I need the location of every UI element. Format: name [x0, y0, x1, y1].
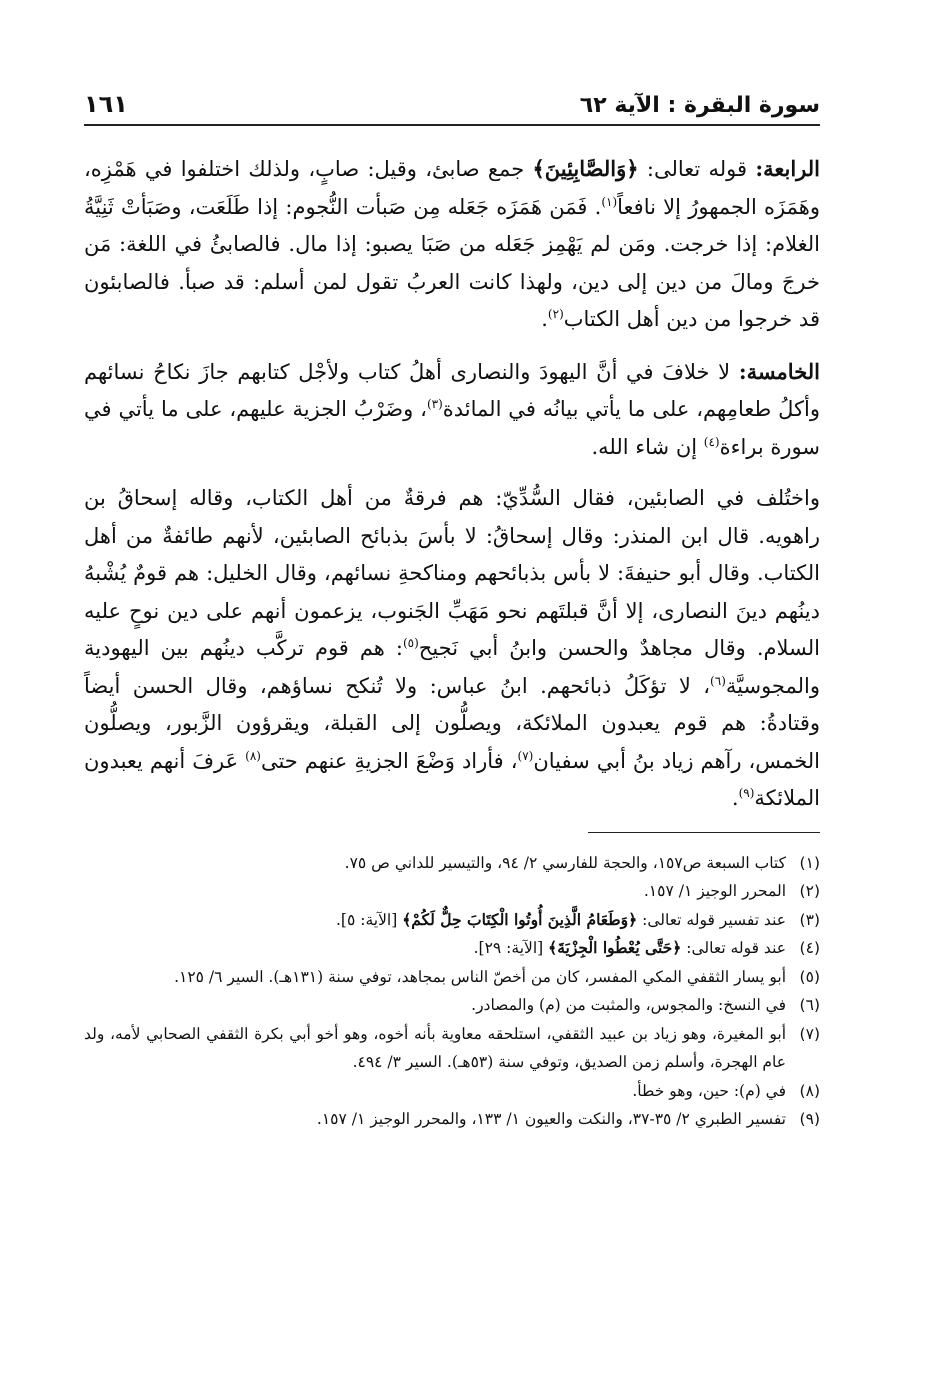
- footnote: [84, 963, 820, 992]
- footnote-text: [84, 934, 786, 963]
- quran-quote: ﴿حَتَّى يُعْطُوا الْجِزْيَةَ﴾: [548, 938, 682, 957]
- text-run: واختُلف في الصابئين، فقال السُّدِّيّ: هم فرقةٌ من أهل الكتاب، وقاله إسحاقُ بن راهويه. قال ابن المنذر: وقال إسحاقُ: لا بأسَ بذبائح الصابئين، لأنهم طائفةٌ من أهل الكتاب. وقال أبو حنيفةَ: لا بأس بذبائحهم ومناكحةِ نسائهم، وقال الخليل: هم قومٌ يُشْبهُ دينُهم دينَ النصارى، إلا أنَّ قبلتَهم نحو مَهَبِّ الجَنوب، يزعمون أنهم على دين نوحٍ عليه السلام. وقال مجاهدٌ والحسن وابنُ أبي نَجيح: [84, 486, 820, 660]
- footnote-ref: (٤): [703, 434, 720, 449]
- text-run: .: [731, 786, 739, 810]
- text-run: .: [541, 307, 548, 331]
- text-run: عَرفَ أنهم يعبدون الملائكة: [84, 748, 820, 810]
- footnote-text: [84, 906, 786, 935]
- book-page: [84, 88, 820, 1134]
- text-run: . فَمَن هَمَزَه جَعَله مِن صَبأت النُّجوم: إذا طَلَعَت، وصَبَأتْ ثَنِيَّةُ الغلام: إذا خرجت. ومَن لم يَهْمِز جَعَله من صَبَا يصبو: إذا مال. فالصابئُ في اللغة: مَن خرجَ ومالَ من دين إلى دين، ولهذا كانت العربُ تقول لمن أسلم: قد صبأ. فالصابئون قد خرجوا من دين أهل الكتاب: [84, 194, 820, 331]
- footnote-number: (٦): [799, 996, 820, 1014]
- footnote: [84, 1077, 820, 1106]
- footnote: [84, 849, 820, 878]
- footnote-number: (٨): [799, 1081, 820, 1100]
- text-run: إن شاء الله.: [591, 434, 704, 459]
- page-number: ١٦١: [84, 90, 128, 118]
- footnote-number: (٩): [799, 1110, 820, 1128]
- footnote-text: في النسخ: والمجوس، والمثبت من (م) والمصادر.: [471, 996, 786, 1014]
- footnote-ref: (٨): [245, 748, 261, 763]
- running-header: [84, 88, 820, 126]
- section-heading-fourth: الرابعة:: [755, 156, 820, 181]
- footnote-number: (٥): [799, 967, 820, 986]
- footnote-text: كتاب السبعة ص١٥٧، والحجة للفارسي ٢/ ٩٤، والتيسير للداني ص ٧٥.: [344, 853, 786, 872]
- footnote: [84, 906, 820, 935]
- footnote: [84, 1105, 820, 1134]
- paragraph-fourth: [84, 150, 820, 339]
- footnote-ref: (٣): [426, 397, 443, 411]
- header-title: سورة البقرة : الآية ٦٢: [579, 93, 820, 118]
- paragraph-sabians: [84, 480, 820, 818]
- footnote-ref: (٧): [517, 748, 534, 763]
- footnote-ref: (٦): [710, 673, 726, 688]
- footnote: [84, 1020, 820, 1077]
- text-run: ، لا تؤكَلُ ذبائحهم. ابنُ عباس: ولا تُنكح نساؤهم، وقال الحسن أيضاً وقتادةُ: هم قوم يعبدون الملائكة، ويصلُّون إلى القبلة، ويقرؤون الزَّبور، ويصلُّون الخمس، رآهم زياد بنُ أبي سفيان: [84, 673, 820, 773]
- text-run: ، وضَرْبُ الجزية عليهم، على ما يأتي في سورة براءة: [84, 397, 820, 459]
- footnote-ref: (٩): [738, 786, 755, 800]
- text-run: لا خلافَ في أنَّ اليهودَ والنصارى أهلُ كتاب ولأجْل كتابهم جازَ نكاحُ نسائهم وأكلُ طعامِهم، على ما يأتي بيانُه في المائدة: [84, 359, 820, 421]
- section-heading-fifth: الخامسة:: [738, 358, 820, 384]
- quran-quote: ﴿وَطَعَامُ الَّذِينَ أُوتُوا الْكِتَابَ حِلٌّ لَكُمْ﴾: [402, 909, 638, 929]
- footnotes: [84, 849, 820, 1134]
- footnote-number: (٧): [799, 1024, 820, 1043]
- footnote: [84, 877, 820, 906]
- footnote-number: (٤): [799, 939, 820, 957]
- footnote-text: في (م): حين، وهو خطأ.: [632, 1081, 786, 1100]
- footnote-text: أبو المغيرة، وهو زياد بن عبيد الثقفي، استلحقه معاوية بأنه أخوه، وهو أخو أبي بكرة الثقفي الصحابي لأمه، ولد عام الهجرة، وأسلم زمن الصديق، وتوفي سنة (٥٣هـ). السير ٣/ ٤٩٤.: [84, 1024, 786, 1071]
- footnote-ref: (٥): [402, 636, 419, 650]
- footnote-ref: (٢): [547, 307, 564, 321]
- footnote: [84, 934, 820, 963]
- text-run: [الآية: ٥].: [336, 910, 403, 929]
- text-run: [الآية: ٢٩].: [473, 939, 549, 957]
- footnote-ref: (١): [601, 194, 618, 209]
- footnote: [84, 991, 820, 1020]
- text-run: قوله تعالى:: [638, 157, 756, 181]
- text-run: : هم قوم تركَّب دينُهم بين اليهودية والمجوسيَّة: [84, 636, 820, 698]
- footnote-separator: [588, 832, 820, 833]
- footnote-text: المحرر الوجيز ١/ ١٥٧.: [643, 882, 786, 900]
- main-text: [84, 150, 820, 818]
- quran-quote: ﴿وَالصَّابِئِينَ﴾: [532, 156, 639, 181]
- text-run: عند تفسير قوله تعالى:: [637, 910, 786, 929]
- text-run: ، فأراد وَضْعَ الجزيةِ عنهم حتى: [260, 748, 518, 773]
- text-run: عند قوله تعالى:: [681, 939, 786, 957]
- footnote-number: (١): [799, 853, 820, 872]
- footnote-text: أبو يسار الثقفي المكي المفسر، كان من أخصّ الناس بمجاهد، توفي سنة (١٣١هـ). السير ٦/ ١٢٥.: [174, 967, 786, 986]
- footnote-number: (٢): [799, 882, 820, 900]
- text-run: جمع صابئ، وقيل: صابٍ، ولذلك اختلفوا في هَمْزِه، وهَمَزَه الجمهورُ إلا نافعاً: [84, 157, 820, 219]
- footnote-text: تفسير الطبري ٢/ ٣٥-٣٧، والنكت والعيون ١/ ١٣٣، والمحرر الوجيز ١/ ١٥٧.: [316, 1110, 786, 1128]
- footnote-number: (٣): [799, 910, 820, 929]
- paragraph-fifth: [84, 353, 820, 467]
